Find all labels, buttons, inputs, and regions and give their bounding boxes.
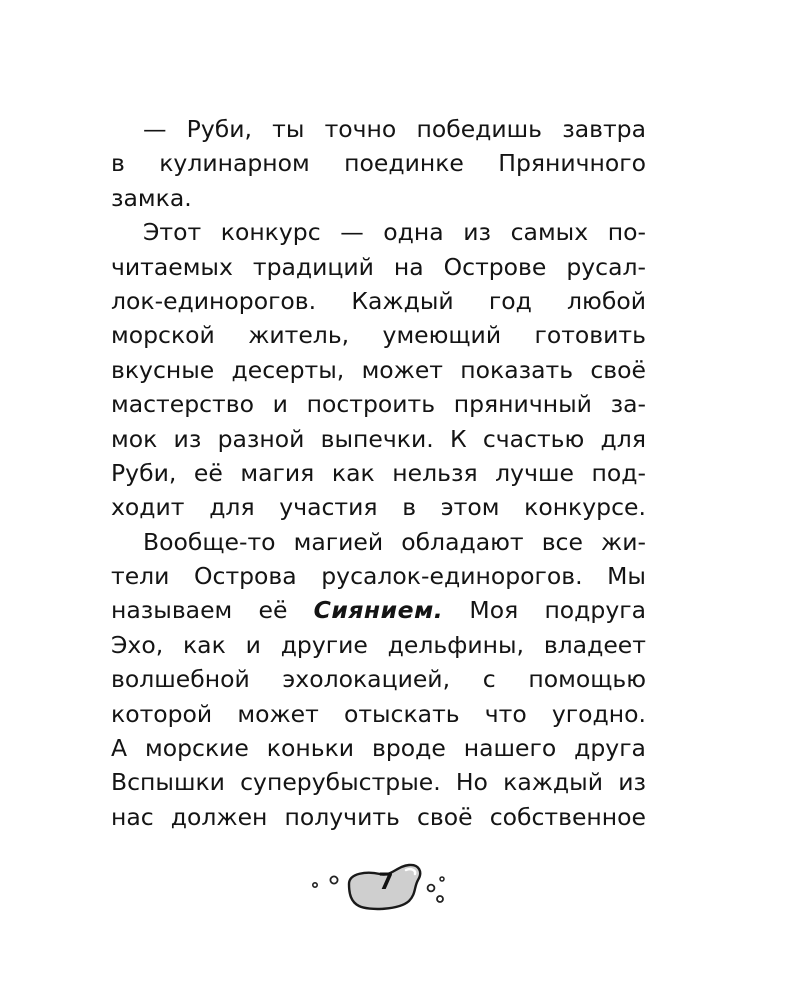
word: десерты, — [231, 355, 345, 384]
word: одна — [383, 218, 444, 247]
word: морской — [111, 321, 215, 350]
text-line — [111, 697, 646, 731]
word: и — [245, 630, 261, 659]
word: лок-единорогов. — [111, 286, 317, 315]
word: на — [393, 252, 424, 281]
text-line — [111, 731, 646, 765]
word: мок — [111, 424, 158, 453]
text-line — [111, 559, 646, 593]
word: Моя — [469, 596, 519, 625]
word: счастью — [482, 424, 585, 453]
word: угодно. — [551, 699, 646, 728]
word: участия — [279, 493, 378, 522]
word: Вообще-то — [143, 527, 276, 556]
word: дельфины, — [387, 630, 524, 659]
word: нельзя — [392, 458, 478, 487]
word: под- — [591, 458, 646, 487]
text-line — [111, 250, 646, 284]
word: вкусные — [111, 355, 215, 384]
word: может — [237, 699, 319, 728]
word: год — [488, 286, 532, 315]
word: в — [111, 149, 125, 178]
word: нас — [111, 802, 154, 831]
word: Но — [455, 768, 488, 797]
word: нашего — [463, 734, 557, 763]
word: волшебной — [111, 665, 250, 694]
word: Руби, — [186, 115, 252, 143]
word: морские — [145, 734, 249, 763]
text-line — [111, 593, 646, 627]
text-line — [111, 112, 646, 146]
word: Эхо, — [111, 630, 164, 659]
word: конкурсе. — [524, 493, 646, 522]
word: Вспышки — [111, 768, 225, 797]
text-line — [111, 525, 646, 559]
word: называем — [111, 596, 233, 625]
word: любой — [567, 286, 646, 315]
word: обладают — [401, 527, 524, 556]
word: Мы — [607, 562, 646, 591]
body-text — [111, 112, 646, 834]
word: поединке — [344, 149, 464, 178]
word: магией — [293, 527, 384, 556]
word: суперубыстрые. — [240, 768, 441, 797]
word: мастерство — [111, 390, 254, 419]
word: читаемых — [111, 252, 233, 281]
word: вроде — [371, 734, 446, 763]
word: умеющий — [382, 321, 502, 350]
word: и — [272, 390, 288, 419]
word: может — [361, 355, 443, 384]
word: собственное — [489, 802, 646, 831]
word: Пряничного — [498, 149, 646, 178]
word: К — [449, 424, 467, 453]
word: Руби, — [111, 458, 177, 487]
word: из — [618, 768, 646, 797]
word: для — [600, 424, 646, 453]
word: этом — [440, 493, 500, 522]
word: своё — [590, 355, 646, 384]
emphasized-word: Сиянием. — [313, 596, 444, 625]
word: русалок-единорогов. — [321, 562, 583, 591]
word: кулинарном — [159, 149, 310, 178]
word: самых — [510, 218, 589, 247]
word: которой — [111, 699, 213, 728]
word: точно — [324, 115, 397, 143]
word: Острова — [194, 562, 297, 591]
text-line — [111, 353, 646, 387]
word: должен — [170, 802, 268, 831]
word: как — [331, 458, 375, 487]
text-line — [111, 800, 646, 834]
word: каждый — [503, 768, 603, 797]
word: русал- — [566, 252, 646, 281]
word: другие — [280, 630, 368, 659]
word: конкурс — [220, 218, 321, 247]
page-number: 7 — [378, 870, 394, 895]
text-line — [111, 181, 646, 215]
word: Этот — [143, 218, 202, 247]
word: жи- — [601, 527, 646, 556]
word: — — [143, 115, 167, 143]
word: разной — [217, 424, 305, 453]
word: построить — [306, 390, 436, 419]
word: получить — [284, 802, 400, 831]
text-line — [111, 215, 646, 249]
word: друга — [574, 734, 646, 763]
text-line — [111, 765, 646, 799]
word: ты — [272, 115, 305, 143]
word: отыскать — [343, 699, 460, 728]
word: пряничный — [453, 390, 592, 419]
page-number-badge — [305, 858, 455, 913]
text-line — [111, 662, 646, 696]
word: традиций — [252, 252, 374, 281]
word: из — [173, 424, 202, 453]
word: за- — [610, 390, 646, 419]
word: эхолокацией, — [282, 665, 451, 694]
word: из — [463, 218, 492, 247]
word: подруга — [544, 596, 646, 625]
word: завтра — [562, 115, 646, 143]
word: Каждый — [351, 286, 454, 315]
word: по- — [607, 218, 646, 247]
text-line — [111, 146, 646, 180]
word: лучше — [495, 458, 574, 487]
word: победишь — [416, 115, 543, 143]
word: помощью — [528, 665, 646, 694]
word: показать — [460, 355, 574, 384]
word: её — [193, 458, 223, 487]
word: магия — [240, 458, 315, 487]
word: все — [541, 527, 583, 556]
word: тели — [111, 562, 170, 591]
word: замка. — [111, 183, 192, 212]
word: коньки — [266, 734, 355, 763]
word: — — [340, 218, 364, 247]
word: своё — [416, 802, 473, 831]
word: готовить — [534, 321, 646, 350]
text-line — [111, 422, 646, 456]
word: её — [258, 596, 288, 625]
word: как — [182, 630, 226, 659]
text-line — [111, 490, 646, 524]
word: А — [111, 734, 128, 763]
word: житель, — [248, 321, 350, 350]
text-line — [111, 387, 646, 421]
word: Острове — [443, 252, 547, 281]
text-line — [111, 284, 646, 318]
word: выпечки. — [320, 424, 434, 453]
text-line — [111, 456, 646, 490]
word: в — [402, 493, 417, 522]
word: с — [482, 665, 496, 694]
word: владеет — [543, 630, 646, 659]
text-line — [111, 318, 646, 352]
word: для — [209, 493, 255, 522]
word: что — [484, 699, 527, 728]
word: ходит — [111, 493, 185, 522]
text-line — [111, 628, 646, 662]
